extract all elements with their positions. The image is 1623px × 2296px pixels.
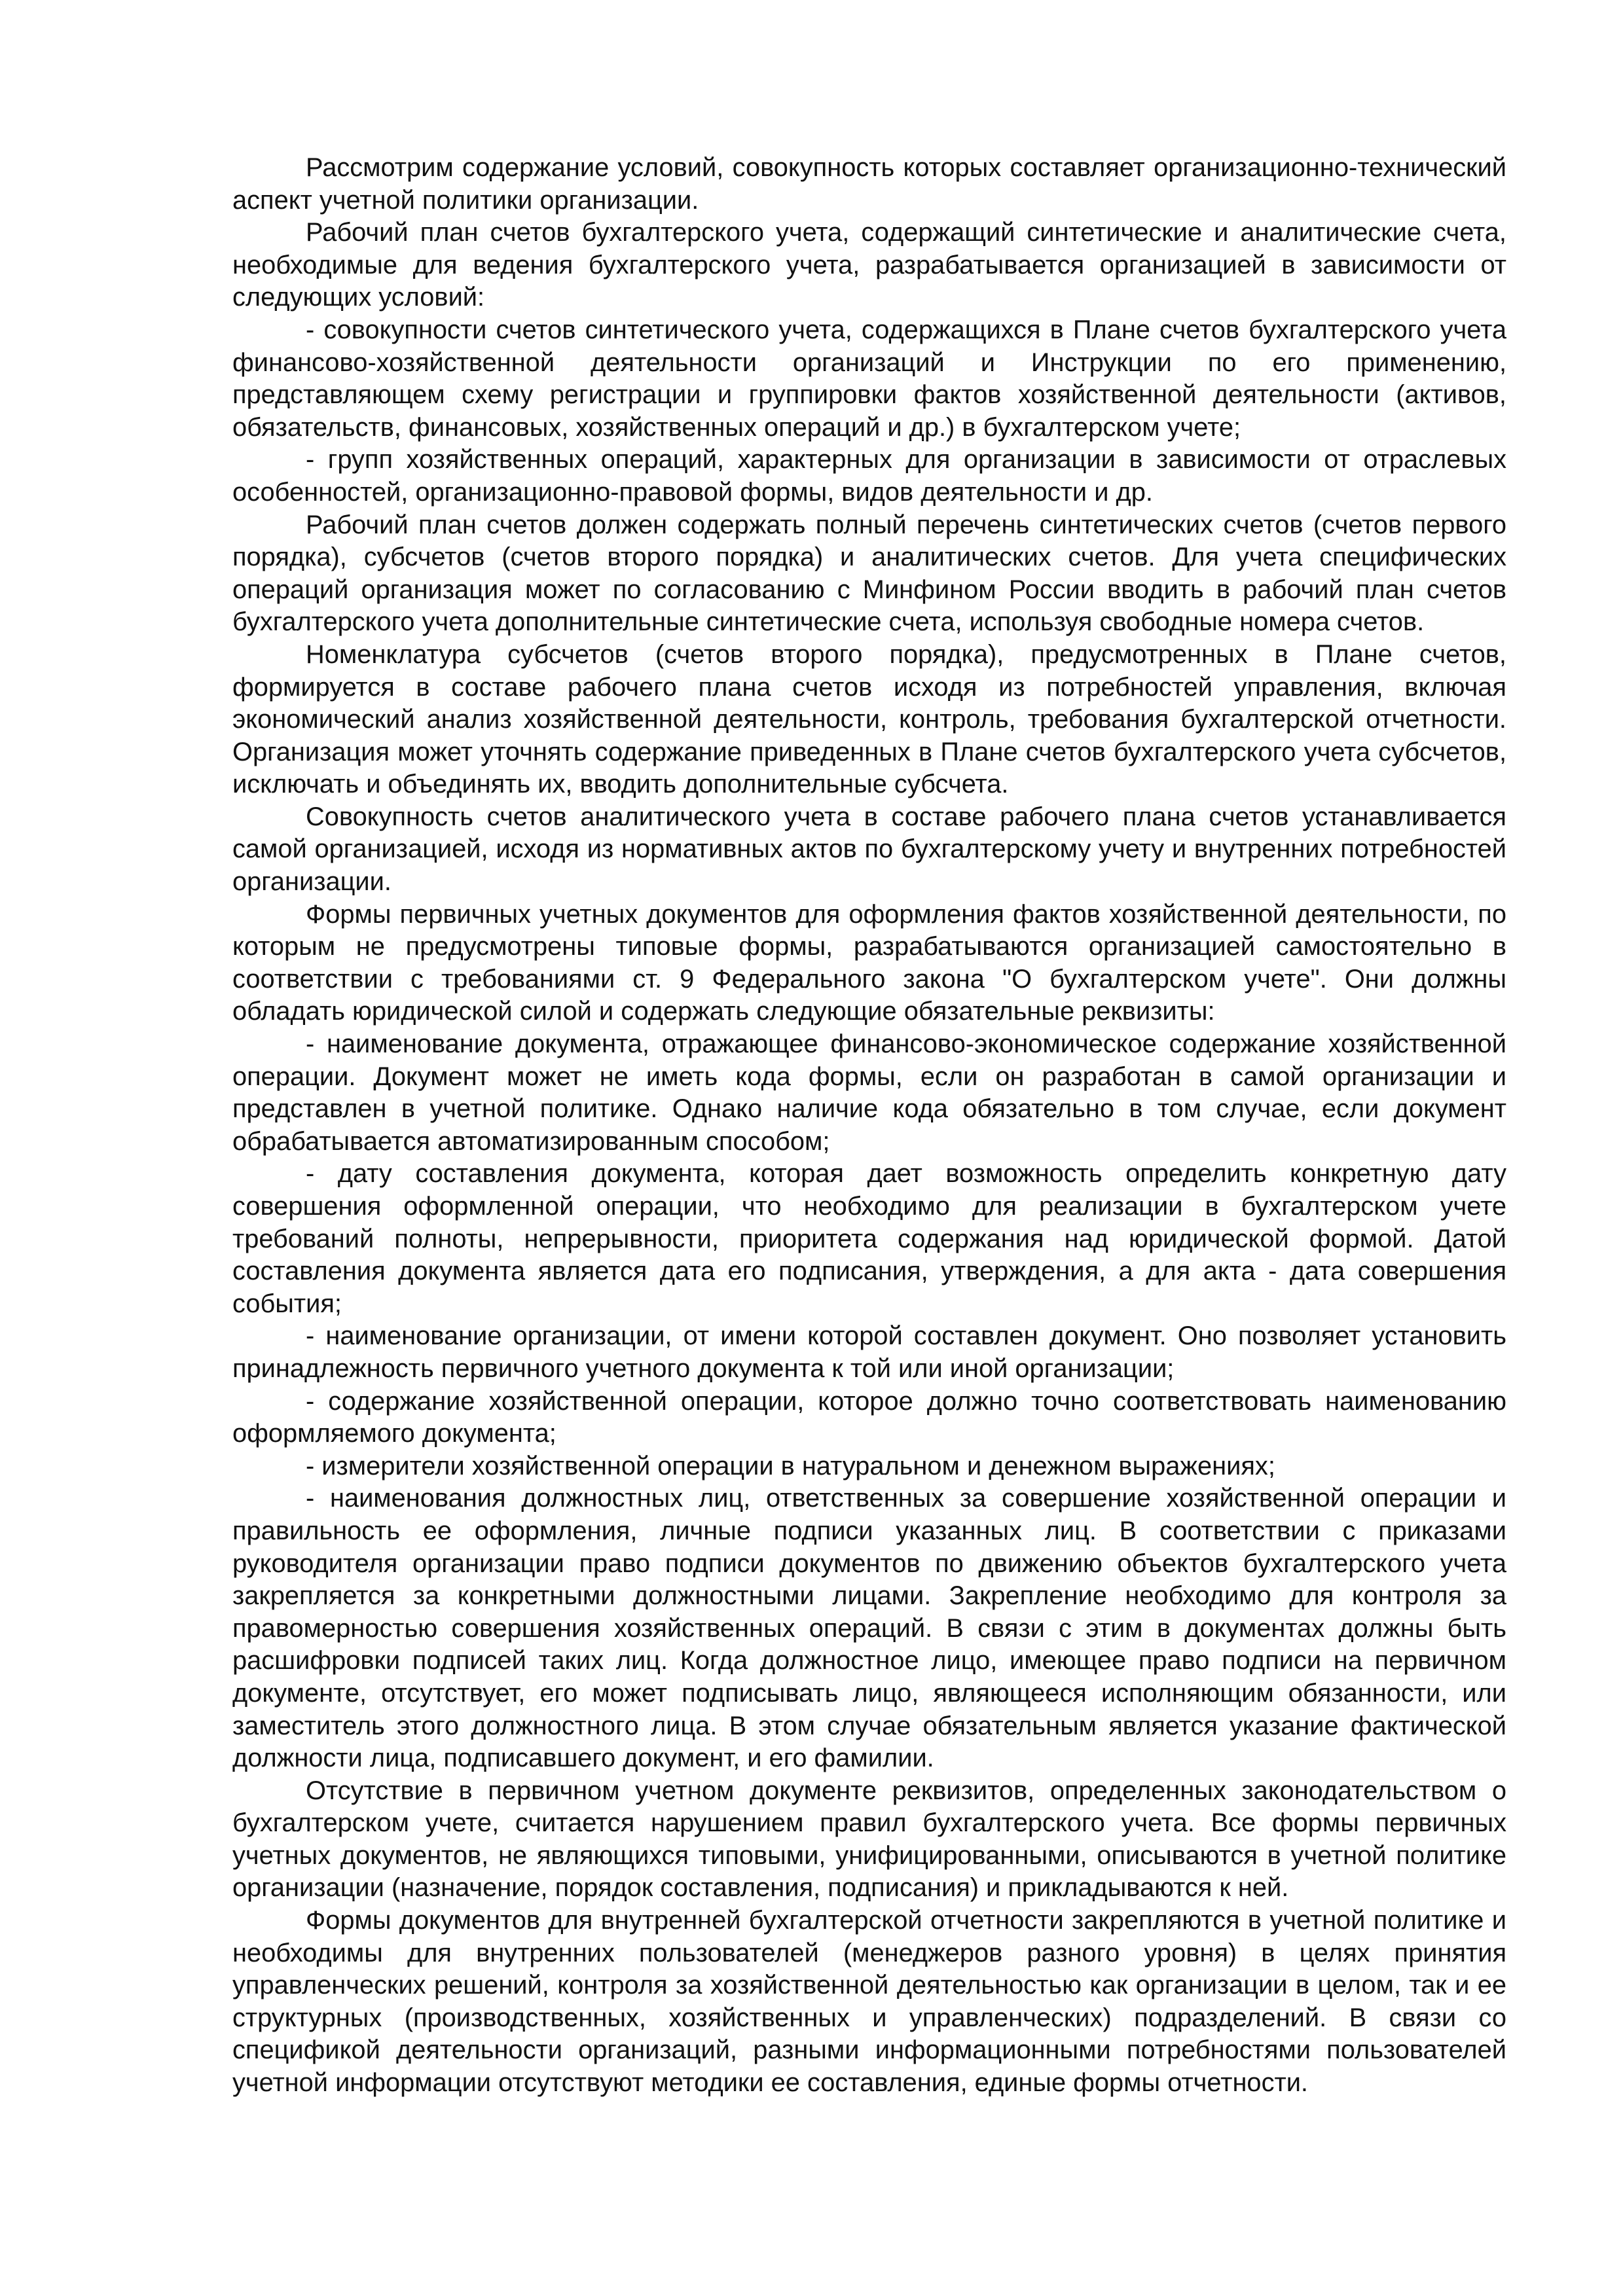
list-item-organization-name: - наименование организации, от имени которой составлен документ. Оно позволяет установить принадлежность первичного учетного документа к той или иной организации; bbox=[232, 1321, 1506, 1383]
list-item-document-name: - наименование документа, отражающее финансово-экономическое содержание хозяйственной операции. Документ может не иметь кода формы, если он разработан в самой организации и представлен в учетной политике. Однако наличие кода обязательно в том случае, если документ обрабатывается автоматизированным способом; bbox=[232, 1030, 1506, 1156]
paragraph-missing-requisites: Отсутствие в первичном учетном документе реквизитов, определенных законодательством о бухгалтерском учете, считается нарушением правил бухгалтерского учета. Все формы первичных учетных документов, не являющихся типовыми, унифицированными, описываются в учетной политике организации (назначение, порядок составления, подписания) и прикладываются к ней. bbox=[232, 1776, 1506, 1903]
paragraph-subaccounts: Номенклатура субсчетов (счетов второго порядка), предусмотренных в Плане счетов, формируется в составе рабочего плана счетов исходя из потребностей управления, включая экономический анализ хозяйственной деятельности, контроль, требования бухгалтерской отчетности. Организация может уточнять содержание приведенных в Плане счетов бухгалтерского учета субсчетов, исключать и объединять их, вводить дополнительные субсчета. bbox=[232, 639, 1506, 799]
list-item-measures: - измерители хозяйственной операции в натуральном и денежном выражениях; bbox=[306, 1451, 1275, 1480]
list-item-synthetic-accounts: - совокупности счетов синтетического учета, содержащихся в Плане счетов бухгалтерского учета финансово-хозяйственной деятельности организаций и Инструкции по его применению, представляющем схему регистрации и группировки фактов хозяйственной деятельности (активов, обязательств, финансовых, хозяйственных операций и др.) в бухгалтерском учете; bbox=[232, 315, 1506, 442]
list-item-operation-groups: - групп хозяйственных операций, характерных для организации в зависимости от отраслевых особенностей, организационно-правовой формы, видов деятельности и др. bbox=[232, 445, 1506, 507]
paragraph-intro: Рассмотрим содержание условий, совокупность которых составляет организационно-технический аспект учетной политики организации. bbox=[232, 153, 1506, 215]
document-page bbox=[232, 152, 1506, 2100]
paragraph-analytical-accounts: Совокупность счетов аналитического учета в составе рабочего плана счетов устанавливается самой организацией, исходя из нормативных актов по бухгалтерскому учету и внутренних потребностей организации. bbox=[232, 802, 1506, 897]
paragraph-internal-reporting: Формы документов для внутренней бухгалтерской отчетности закрепляются в учетной политике и необходимы для внутренних пользователей (менеджеров разного уровня) в целях принятия управленческих решений, контроля за хозяйственной деятельностью как организации в целом, так и ее структурных (производственных, хозяйственных и управленческих) подразделений. В связи со спецификой деятельности организаций, разными информационными потребностями пользователей учетной информации отсутствуют методики ее составления, единые формы отчетности. bbox=[232, 1906, 1506, 2098]
list-item-operation-content: - содержание хозяйственной операции, которое должно точно соответствовать наименованию оформляемого документа; bbox=[232, 1386, 1506, 1448]
paragraph-primary-forms: Формы первичных учетных документов для оформления фактов хозяйственной деятельности, по которым не предусмотрены типовые формы, разрабатываются организацией самостоятельно в соответствии с требованиями ст. 9 Федерального закона "О бухгалтерском учете". Они должны обладать юридической силой и содержать следующие обязательные реквизиты: bbox=[232, 899, 1506, 1026]
paragraph-chart-contents: Рабочий план счетов должен содержать полный перечень синтетических счетов (счетов первого порядка), субсчетов (счетов второго порядка) и аналитических счетов. Для учета специфических операций организация может по согласованию с Минфином России вводить в рабочий план счетов бухгалтерского учета дополнительные синтетические счета, используя свободные номера счетов. bbox=[232, 510, 1506, 637]
list-item-officials: - наименования должностных лиц, ответственных за совершение хозяйственной операции и правильность ее оформления, личные подписи указанных лиц. В соответствии с приказами руководителя организации право подписи документов по движению объектов бухгалтерского учета закрепляется за конкретными должностными лицами. Закрепление необходимо для контроля за правомерностью совершения хозяйственных операций. В связи с этим в документах должны быть расшифровки подписей таких лиц. Когда должностное лицо, имеющее право подписи на первичном документе, отсутствует, его может подписывать лицо, являющееся исполняющим обязанности, или заместитель этого должностного лица. В этом случае обязательным является указание фактической должности лица, подписавшего документ, и его фамилии. bbox=[232, 1484, 1506, 1773]
list-item-document-date: - дату составления документа, которая дает возможность определить конкретную дату совершения оформленной операции, что необходимо для реализации в бухгалтерском учете требований полноты, непрерывности, приоритета содержания над юридической формой. Датой составления документа является дата его подписания, утверждения, а для акта - дата совершения события; bbox=[232, 1159, 1506, 1318]
paragraph-working-chart: Рабочий план счетов бухгалтерского учета, содержащий синтетические и аналитические счета, необходимые для ведения бухгалтерского учета, разрабатывается организацией в зависимости от следующих условий: bbox=[232, 218, 1506, 312]
